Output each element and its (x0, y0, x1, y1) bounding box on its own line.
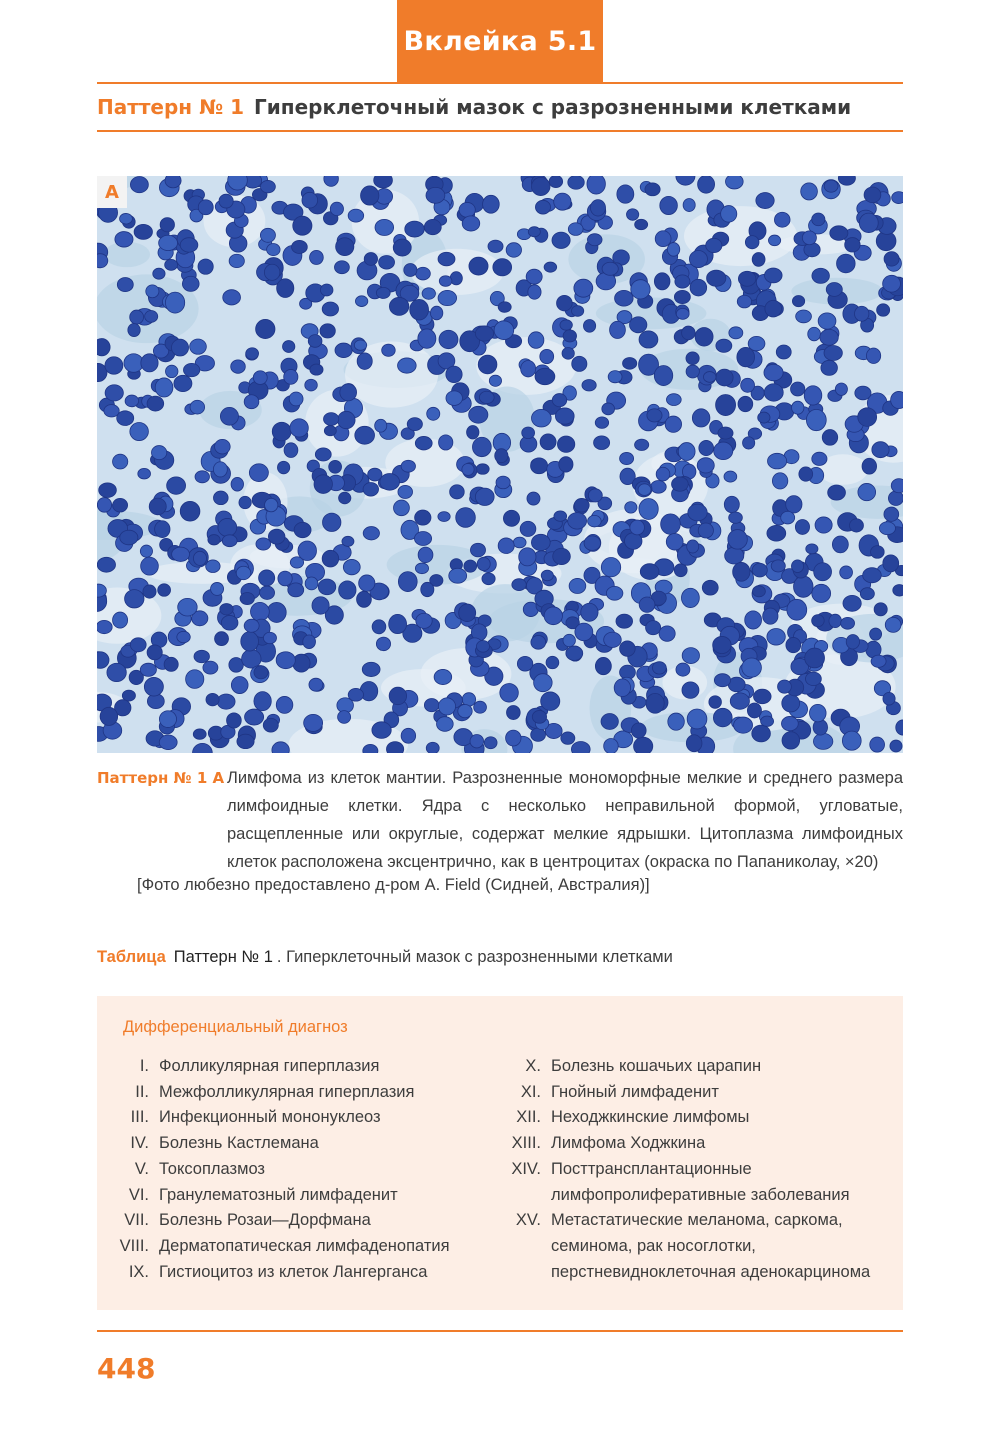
item-number: IX. (128, 1262, 149, 1281)
list-item (509, 1131, 879, 1157)
item-number: V. (134, 1159, 149, 1178)
item-text: Дерматопатическая лимфаденопатия (159, 1236, 450, 1255)
item-text: Гнойный лимфаденит (551, 1082, 719, 1101)
page-number: 448 (97, 1352, 156, 1385)
item-number: III. (130, 1108, 149, 1127)
item-text: Фолликулярная гиперплазия (159, 1057, 380, 1075)
item-text: Гистиоцитоз из клеток Лангерганса (159, 1262, 428, 1281)
micrograph (97, 176, 903, 753)
item-number: VI. (128, 1185, 149, 1204)
item-text: Болезнь Розаи—Дорфмана (159, 1211, 371, 1230)
item-text: Метастатические меланома, саркома, семинома, рак носоглотки, перстневидноклеточная аденокарцинома (551, 1211, 871, 1281)
list-item (509, 1105, 879, 1131)
panel-letter: А (97, 176, 127, 208)
item-number: IV. (130, 1134, 149, 1153)
pattern-heading (97, 95, 903, 119)
photo-credit: [Фото любезно предоставлено д-ром A. Field (Сидней, Австралия)] (137, 876, 650, 894)
table-label: Таблица (97, 948, 166, 966)
insert-tab: Вклейка 5.1 (397, 0, 603, 82)
item-number: XIII. (511, 1134, 541, 1153)
diagnosis-box (97, 996, 903, 1310)
item-text: Инфекционный мононуклеоз (159, 1108, 381, 1127)
diagnosis-list-left (119, 1054, 499, 1285)
table-pattern: Паттерн № 1 (173, 948, 273, 966)
item-text: Лимфома Ходжкина (551, 1134, 706, 1153)
item-number: VII. (124, 1211, 149, 1230)
table-title (97, 948, 673, 967)
item-text: Токсоплазмоз (159, 1159, 266, 1178)
item-number: VIII. (119, 1236, 149, 1255)
table-heading: . Гиперклеточный мазок с разрозненными клетками (276, 948, 673, 966)
pattern-title: Гиперклеточный мазок с разрозненными клетками (254, 95, 852, 119)
list-item (119, 1080, 499, 1106)
caption-text: Лимфома из клеток мантии. Разрозненные мономорфные мелкие и среднего размера лимфоидные клетки. Ядра с несколько неправильной формой, угловатые, расщепленные или округлые, содержат мелкие ядрышки. Цитоплазма лимфоидных клеток расположена эксцентрично, как в центроцитах (окраска по Папаниколау, ×20) (227, 769, 903, 871)
item-number: XV. (515, 1211, 541, 1230)
item-text: Неходжкинские лимфомы (551, 1108, 750, 1127)
heading-rule (97, 130, 903, 132)
pattern-label: Паттерн № 1 (97, 95, 245, 119)
list-item (119, 1054, 499, 1080)
diagnosis-title: Дифференциальный диагноз (123, 1018, 348, 1036)
list-item (119, 1131, 499, 1157)
item-text: Болезнь Кастлемана (159, 1134, 319, 1153)
caption-label: Паттерн № 1 А (97, 769, 225, 787)
list-item (509, 1157, 879, 1208)
list-item (119, 1105, 499, 1131)
item-number: XII. (516, 1108, 541, 1127)
micrograph-cells (97, 176, 903, 753)
footer-rule (97, 1330, 903, 1332)
list-item (509, 1208, 879, 1285)
list-item (509, 1054, 879, 1080)
header-rule (97, 82, 903, 84)
item-number: X. (525, 1057, 541, 1075)
item-number: XI. (520, 1082, 541, 1101)
diagnosis-list-right (509, 1054, 879, 1285)
list-item (119, 1260, 499, 1286)
item-text: Посттрансплантационные лимфопролиферативные заболевания (551, 1159, 850, 1204)
figure-caption (97, 764, 903, 876)
item-text: Болезнь кошачьих царапин (551, 1057, 762, 1075)
list-item (119, 1234, 499, 1260)
list-item (509, 1080, 879, 1106)
item-number: XIV. (511, 1159, 541, 1178)
list-item (119, 1183, 499, 1209)
item-number: I. (139, 1057, 149, 1075)
item-text: Гранулематозный лимфаденит (159, 1185, 398, 1204)
list-item (119, 1208, 499, 1234)
list-item (119, 1157, 499, 1183)
item-text: Межфолликулярная гиперплазия (159, 1082, 415, 1101)
item-number: II. (135, 1082, 149, 1101)
